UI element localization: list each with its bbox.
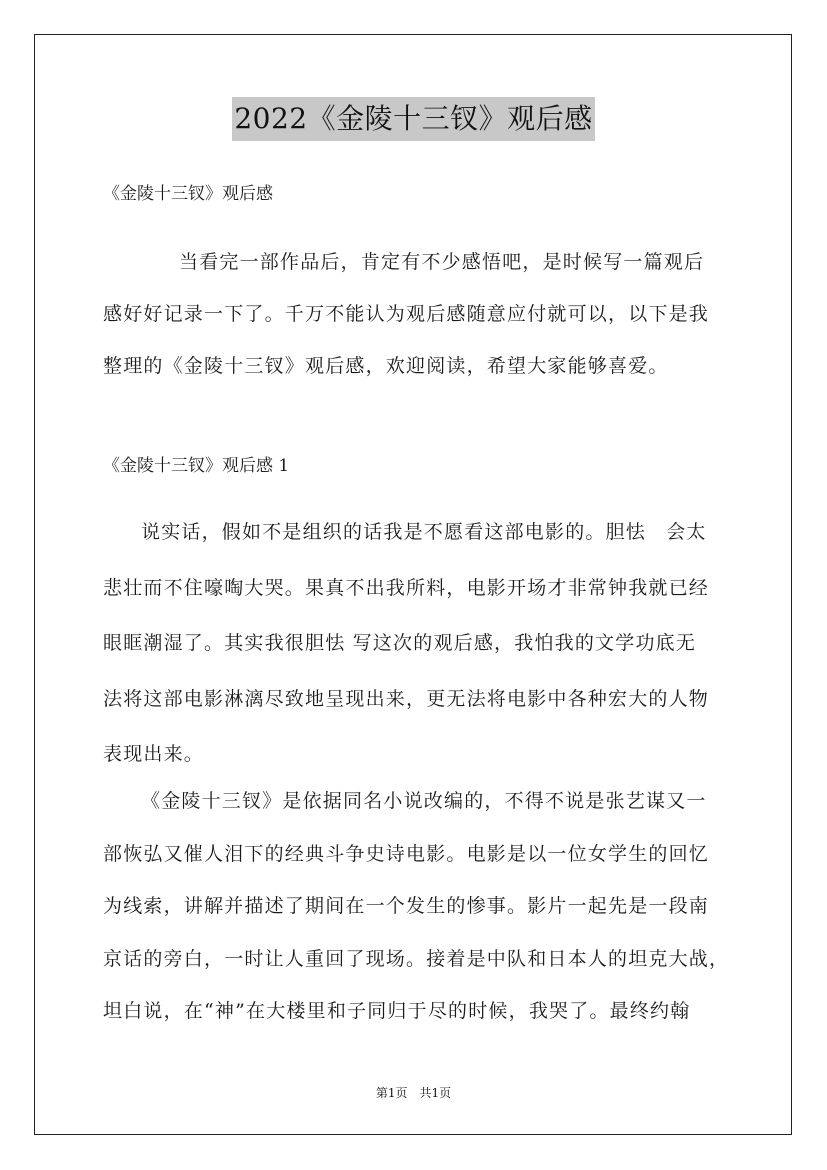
intro-paragraph [103,236,733,392]
title-container [0,97,827,141]
paragraph-2 [103,775,733,1038]
paragraph-line: 《金陵十三钗》是依据同名小说改编的，不得不说是张艺谋又一 [141,790,707,812]
paragraph-line: 京话的旁白，一时让人重回了现场。接着是中队和日本人的坦克大战， [103,947,730,970]
paragraph-line: 眼眶潮湿了。其实我很胆怯 写这次的观后感，我怕我的文学功底无 [103,632,697,654]
paragraph-line: 说实话，假如不是组织的话我是不愿看这部电影的。胆怯 会太 [141,521,707,543]
paragraph-line: 部恢弘又催人泪下的经典斗争史诗电影。电影是以一位女学生的回忆 [103,842,710,865]
intro-line: 当看完一部作品后，肯定有不少感悟吧，是时候写一篇观后 [179,251,705,273]
paragraph-line: 悲壮而不住嚎啕大哭。果真不出我所料，电影开场才非常钟我就已经 [103,576,710,599]
paragraph-line: 法将这部电影淋漓尽致地呈现出来，更无法将电影中各种宏大的人物 [103,687,710,710]
document-heading: 《金陵十三钗》观后感 [103,184,273,204]
document-title: 2022《金陵十三钗》观后感 [232,97,594,141]
intro-line: 整理的《金陵十三钗》观后感，欢迎阅读，希望大家能够喜爱。 [103,355,669,377]
paragraph-line: 表现出来。 [103,743,205,765]
paragraph-line: 为线索，讲解并描述了期间在一个发生的惨事。影片一起先是一段南 [103,895,710,917]
paragraph-line: 坦白说，在“神”在大楼里和子同归于尽的时候，我哭了。最终约翰 [103,1000,691,1022]
paragraph-1 [103,505,733,783]
page-footer: 第1页 共1页 [375,1086,452,1100]
intro-line: 感好好记录一下了。千万不能认为观后感随意应付就可以，以下是我 [103,303,710,325]
section-title: 《金陵十三钗》观后感 1 [103,456,290,476]
